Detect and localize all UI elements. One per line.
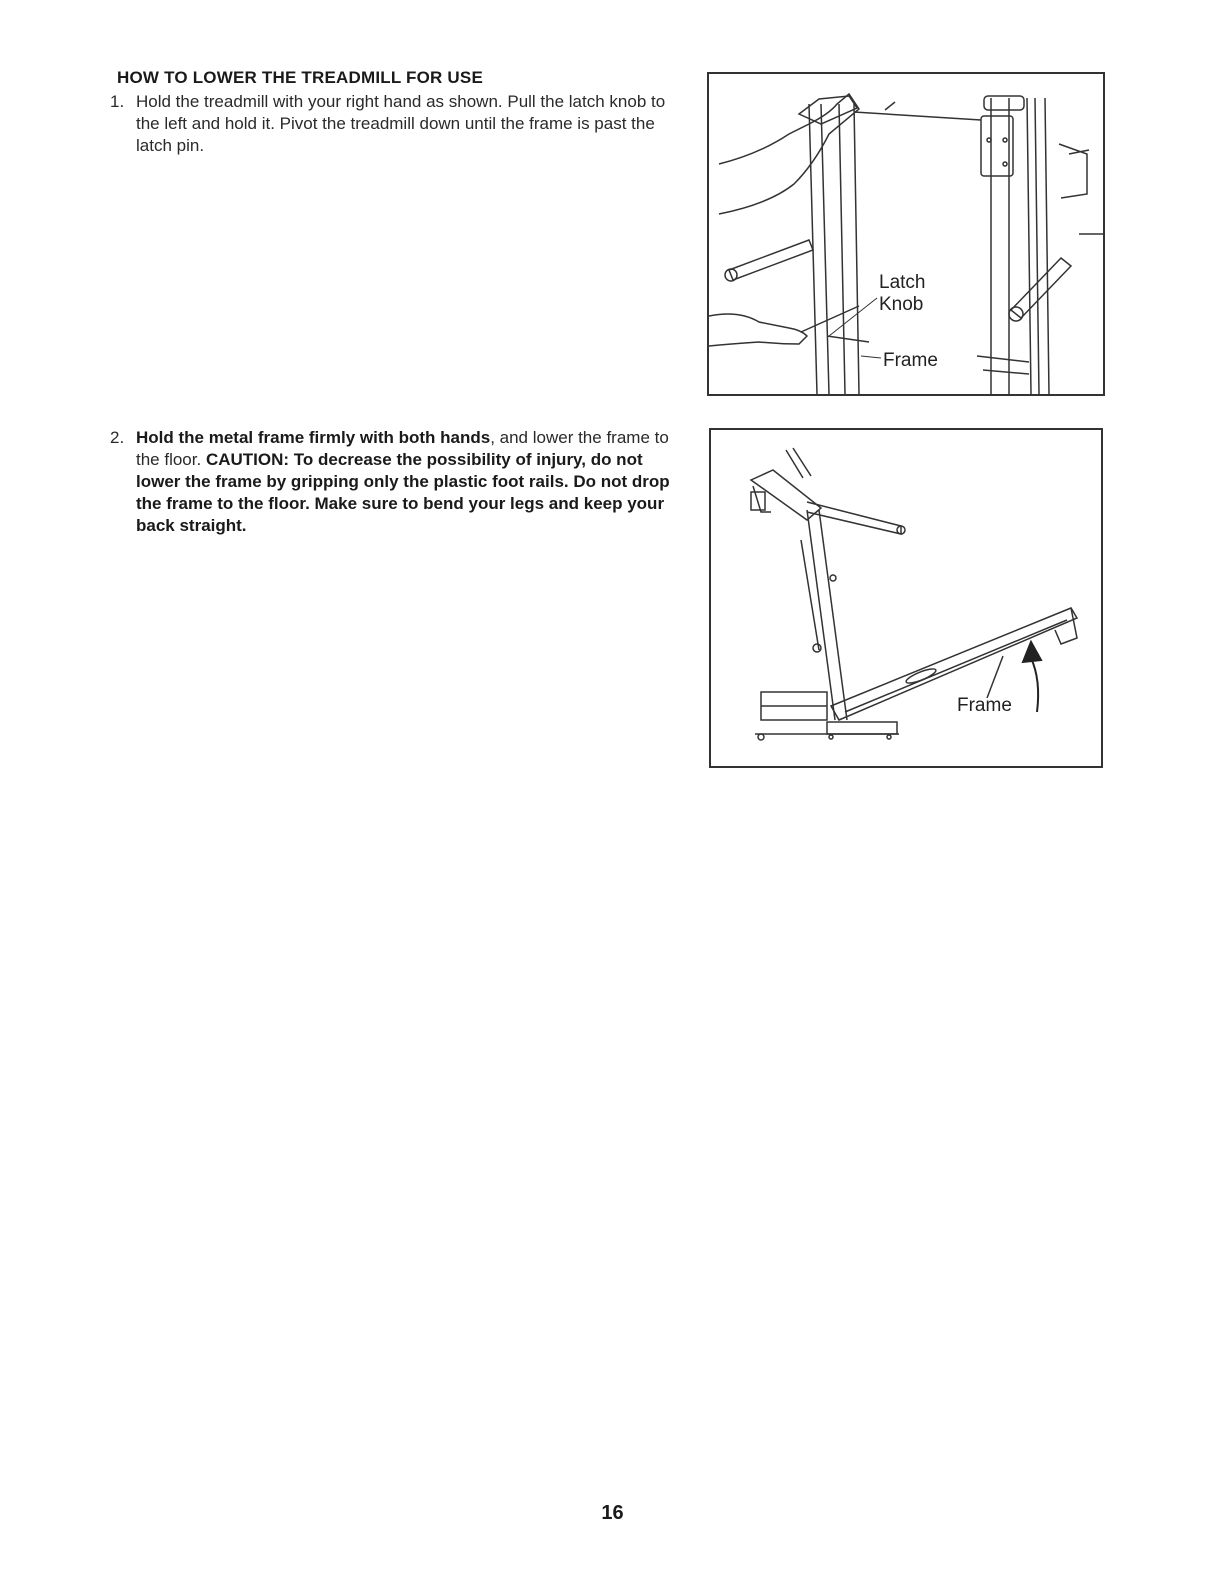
step-text-mid: , and lower the frame to the floor. [136,428,669,469]
latch-label: Latch [879,272,926,293]
step-text [136,427,680,537]
frame-label: Frame [883,350,938,371]
page-number: 16 [601,1502,624,1524]
figure-lower-frame [709,428,1103,768]
step-text: Hold the treadmill with your right hand as shown. Pull the latch knob to the left and hold it. Pivot the treadmill down until the frame is past the latch pin. [136,92,666,155]
step-2 [110,427,680,537]
section-heading: HOW TO LOWER THE TREADMILL FOR USE [117,68,483,87]
step-number: 1. [110,92,125,111]
figure-latch-knob [707,72,1105,396]
treadmill-folded-illustration [709,74,1103,394]
step-bold-lead: Hold the metal frame firmly with both hands [136,428,491,447]
frame-label: Frame [957,695,1012,716]
knob-label: Knob [879,294,924,315]
treadmill-lowered-illustration [711,430,1101,766]
step-1 [110,91,680,157]
caution-text: CAUTION: To decrease the possibility of injury, do not lower the frame by gripping only the plastic foot rails. Do not drop the frame to the floor. Make sure to bend your legs and keep your back straight. [136,450,670,535]
step-number: 2. [110,428,125,447]
